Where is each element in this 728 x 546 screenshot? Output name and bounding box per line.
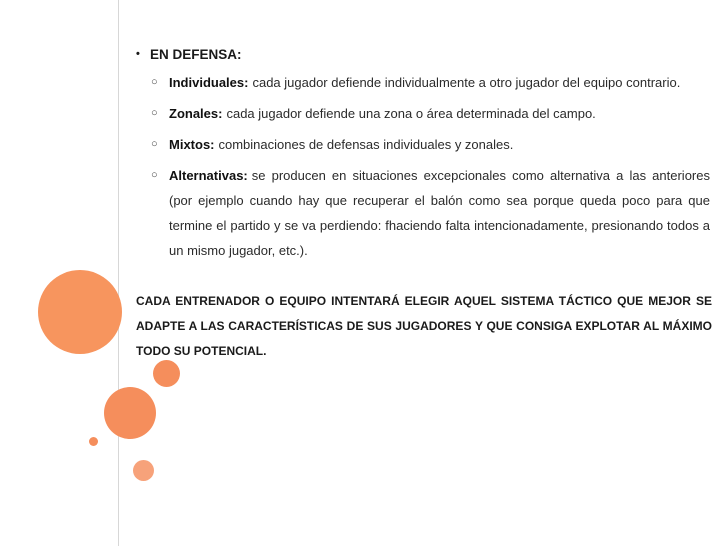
ring-bullet-icon: ○ xyxy=(151,76,158,88)
decorative-circle-large xyxy=(38,270,122,354)
conclusion-text: CADA ENTRENADOR O EQUIPO INTENTARÁ ELEGIR AQUEL SISTEMA TÁCTICO QUE MEJOR SE ADAPTE A LAS CARACTERÍSTICAS DE SUS JUGADORES Y QUE CONSIGA EXPLOTAR AL MÁXIMO TODO SU POTENCIAL. xyxy=(136,294,712,358)
ring-bullet-icon: ○ xyxy=(151,169,158,181)
item-description: cada jugador defiende una zona o área determinada del campo. xyxy=(226,106,596,121)
item-term: Alternativas: xyxy=(169,168,248,183)
list-item xyxy=(151,101,710,126)
bullet-icon: • xyxy=(136,48,140,60)
item-description: combinaciones de defensas individuales y zonales. xyxy=(218,137,514,152)
defense-list xyxy=(136,70,710,263)
item-description: cada jugador defiende individualmente a otro jugador del equipo contrario. xyxy=(252,75,681,90)
section-heading xyxy=(136,44,710,64)
item-term: Mixtos: xyxy=(169,137,215,152)
list-item xyxy=(151,163,710,263)
decorative-circle-small-lower xyxy=(133,460,154,481)
ring-bullet-icon: ○ xyxy=(151,107,158,119)
item-description: se producen en situaciones excepcionales como alternativa a las anteriores (por ejemplo cuando hay que recuperar el balón como sea porque queda poco para que termine el partido y se va perdiendo: fhaciendo falta intencionadamente, presionando todos a un mismo jugador, etc.). xyxy=(169,168,710,258)
ring-bullet-icon: ○ xyxy=(151,138,158,150)
section-heading-label: EN DEFENSA: xyxy=(150,46,242,62)
vertical-divider xyxy=(118,0,119,546)
decorative-circle-medium xyxy=(104,387,156,439)
decorative-circle-small xyxy=(153,360,180,387)
decorative-dot xyxy=(89,437,98,446)
slide-content xyxy=(136,44,710,364)
list-item xyxy=(151,70,710,95)
item-term: Zonales: xyxy=(169,106,223,121)
item-term: Individuales: xyxy=(169,75,249,90)
list-item xyxy=(151,132,710,157)
